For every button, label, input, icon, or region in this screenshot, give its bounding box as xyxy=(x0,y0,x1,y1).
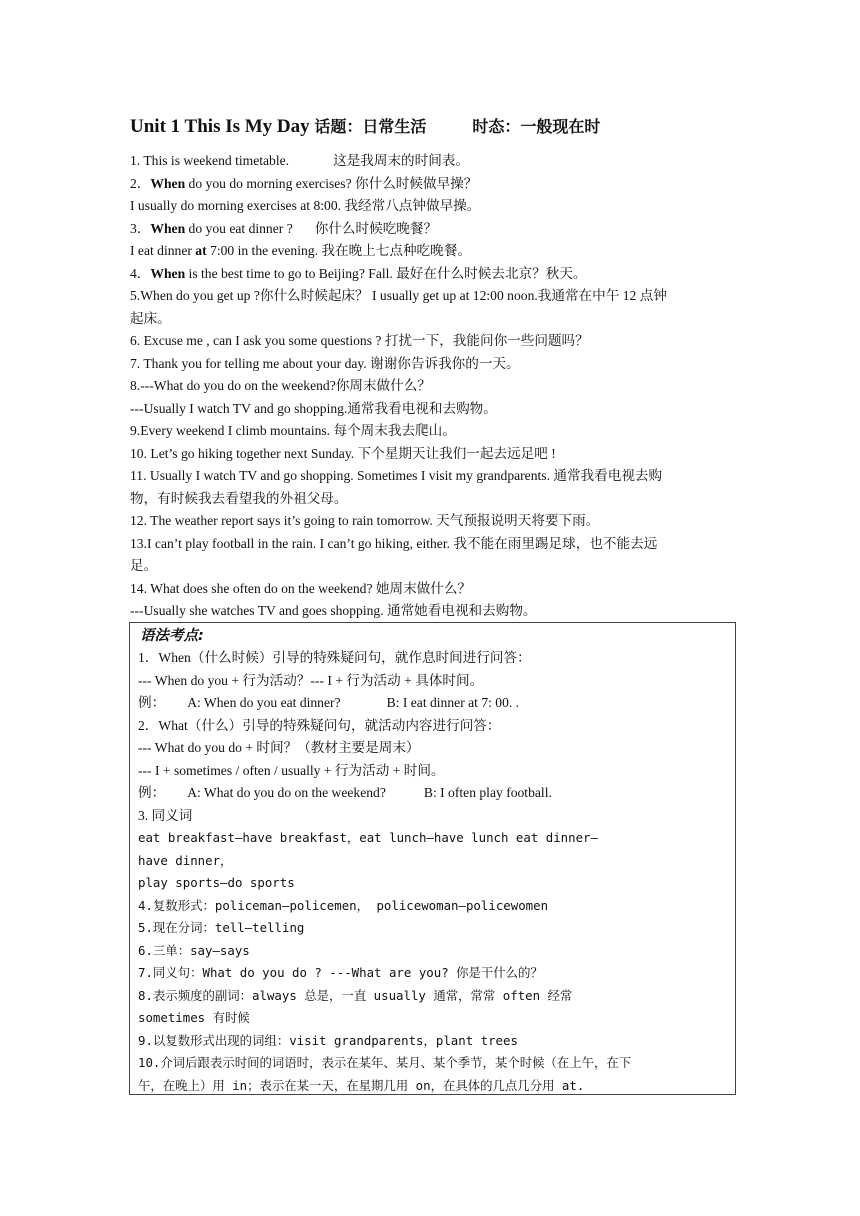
synonym-line-2: have dinner， xyxy=(138,852,233,868)
grammar-point-3: 3. 同义词 xyxy=(138,807,193,823)
sentence-8-answer: ---Usually I watch TV and go shopping.通常我看电视和去购物。 xyxy=(130,400,497,416)
sentence-3-answer: I eat dinner at 7:00 in the evening. 我在晚上七点种吃晚餐。 xyxy=(130,243,471,258)
sentence-5: 5.When do you get up ?你什么时候起床？ I usually get up at 12:00 noon.我通常在中午 12 点钟 xyxy=(130,288,667,303)
grammar-heading: 语法考点: xyxy=(140,628,204,644)
sentence-11-cont: 物，有时候我去看望我的外祖父母。 xyxy=(130,490,348,506)
grammar-point-7: 7.同义句：What do you do ? ---What are you? 你是干什么的？ xyxy=(138,965,543,980)
sentence-11: 11. Usually I watch TV and go shopping. Sometimes I visit my grandparents. 通常我看电视去购 xyxy=(130,468,663,483)
sentence-1: 1. This is weekend timetable. 这是我周末的时间表。 xyxy=(130,153,470,168)
grammar-point-4: 4.复数形式：policeman—policemen， policewoman—policewomen xyxy=(138,897,549,913)
grammar-point-2-example: 例： A: What do you do on the weekend? B: I often play football. xyxy=(138,785,552,800)
grammar-point-1-pattern: --- When do you + 行为活动？--- I + 行为活动 + 具体时间。 xyxy=(138,672,484,688)
grammar-point-1-example: 例： A: When do you eat dinner? B: I eat dinner at 7: 00. . xyxy=(138,695,520,710)
synonym-line-1: eat breakfast—have breakfast，eat lunch—have lunch eat dinner— xyxy=(138,830,598,845)
sentence-2: 2．When do you do morning exercises? 你什么时候做早操？ xyxy=(130,175,478,191)
sentence-9: 9.Every weekend I climb mountains. 每个周末我去爬山。 xyxy=(130,423,456,438)
sentence-7: 7. Thank you for telling me about your day. 谢谢你告诉我你的一天。 xyxy=(130,355,520,371)
sentence-13-cont: 足。 xyxy=(130,558,158,573)
grammar-point-5: 5.现在分词：tell—telling xyxy=(138,920,305,935)
sentence-8: 8.---What do you do on the weekend?你周末做什么？ xyxy=(130,378,431,393)
sentence-12: 12. The weather report says it’s going to rain tomorrow. 天气预报说明天将要下雨。 xyxy=(130,513,600,528)
tense-label: 时态：一般现在时 xyxy=(472,117,601,136)
unit-title: Unit 1 This Is My Day xyxy=(130,116,310,137)
topic-label: 话题：日常生活 xyxy=(314,117,427,136)
grammar-point-8-cont: sometimes 有时候 xyxy=(138,1010,250,1025)
sentence-13: 13.I can’t play football in the rain. I can’t go hiking, either. 我不能在雨里踢足球，也不能去远 xyxy=(130,535,658,551)
grammar-point-2: 2．What（什么）引导的特殊疑问句，就活动内容进行问答： xyxy=(138,717,501,733)
grammar-point-6: 6.三单：say—says xyxy=(138,942,250,958)
sentence-4: 4．When is the best time to go to Beijing? Fall. 最好在什么时候去北京？秋天。 xyxy=(130,265,587,281)
grammar-box xyxy=(129,622,736,1095)
page-title xyxy=(130,114,600,138)
sentence-list xyxy=(130,150,738,623)
sentence-3: 3．When do you eat dinner ? 你什么时候吃晚餐？ xyxy=(130,220,438,236)
sentence-2-answer: I usually do morning exercises at 8:00. 我经常八点钟做早操。 xyxy=(130,198,481,213)
synonym-line-3: play sports—do sports xyxy=(138,875,295,890)
sentence-6: 6. Excuse me , can I ask you some questions ? 打扰一下，我能问你一些问题吗？ xyxy=(130,333,589,348)
grammar-point-10-cont: 午，在晚上）用 in；表示在某一天，在星期几用 on，在具体的几点几分用 at. xyxy=(138,1077,585,1093)
grammar-point-9: 9.以复数形式出现的词组：visit grandparents，plant trees xyxy=(138,1032,518,1048)
sentence-5-cont: 起床。 xyxy=(130,310,171,326)
sentence-14: 14. What does she often do on the weekend? 她周末做什么？ xyxy=(130,580,472,596)
grammar-point-1: 1．When（什么时候）引导的特殊疑问句，就作息时间进行问答： xyxy=(138,650,531,665)
sentence-14-answer: ---Usually she watches TV and goes shopping. 通常她看电视和去购物。 xyxy=(130,603,537,618)
sentence-10: 10. Let’s go hiking together next Sunday. 下个星期天让我们一起去远足吧 ! xyxy=(130,445,556,461)
grammar-point-8: 8.表示频度的副词：always 总是，一直 usually 通常，常常 often 经常 xyxy=(138,987,573,1003)
grammar-point-10: 10.介词后跟表示时间的词语时，表示在某年、某月、某个季节，某个时候（在上午，在下 xyxy=(138,1055,632,1070)
grammar-point-2-answer: --- I + sometimes / often / usually + 行为活动 + 时间。 xyxy=(138,762,445,778)
grammar-point-2-question: --- What do you do + 时间？（教材主要是周末） xyxy=(138,740,420,755)
